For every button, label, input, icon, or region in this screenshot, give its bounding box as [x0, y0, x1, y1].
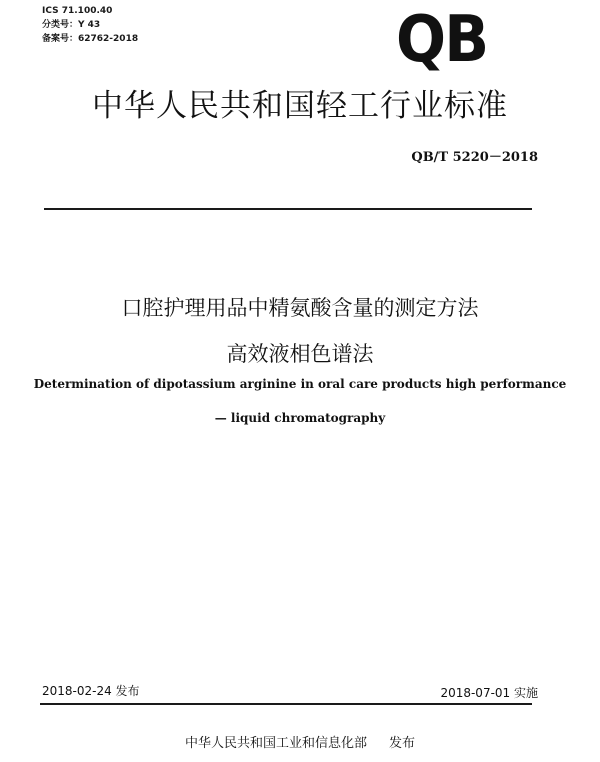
publication-date: 2018-02-24 发布 — [42, 684, 140, 698]
organization-title: 中华人民共和国轻工行业标准 — [92, 88, 508, 124]
english-title-line-2: — liquid chromatography — [214, 411, 386, 425]
qb-logo: QB — [396, 3, 488, 77]
standard-number: QB/T 5220－2018 — [411, 150, 538, 165]
ics-code: ICS 71.100.40 — [42, 6, 113, 16]
issuer-name: 中华人民共和国工业和信息化部 — [184, 736, 367, 751]
english-title-line-1: Determination of dipotassium arginine in oral care products high performance — [33, 377, 567, 391]
chinese-title-line-1: 口腔护理用品中精氨酸含量的测定方法 — [121, 296, 479, 320]
filing-number: 备案号：62762-2018 — [42, 34, 139, 44]
classification-code: 分类号：Y 43 — [42, 20, 101, 30]
footer-divider — [40, 703, 532, 705]
issuer-line — [0, 732, 600, 751]
document-meta — [42, 4, 138, 46]
chinese-title-line-2: 高效液相色谱法 — [226, 342, 374, 366]
implementation-date: 2018-07-01 实施 — [440, 686, 538, 700]
issuer-action: 发布 — [389, 736, 416, 751]
header-divider — [44, 208, 532, 210]
